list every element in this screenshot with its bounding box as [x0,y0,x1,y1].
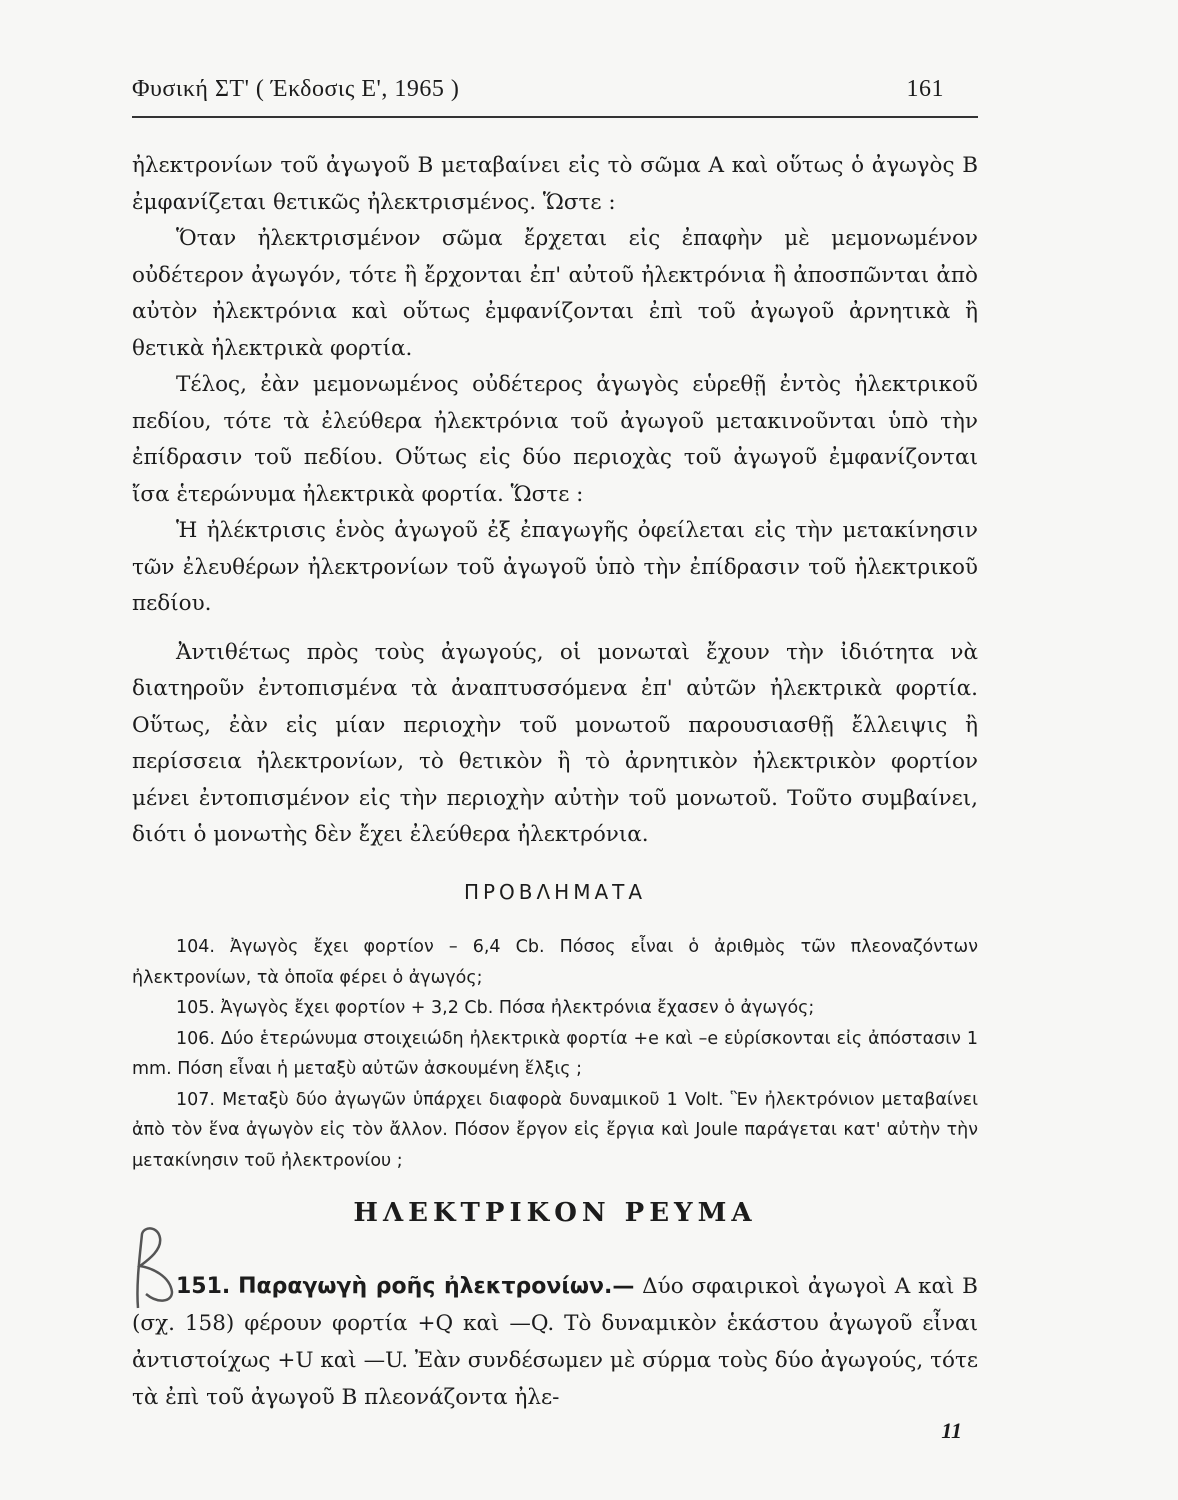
section-number: 151. [176,1274,231,1299]
section-151 [132,1268,978,1416]
chapter-title: ΗΛΕΚΤΡΙΚΟΝ ΡΕΥΜΑ [353,1198,757,1228]
paragraph: Ὅταν ἠλεκτρισμένον σῶμα ἔρχεται εἰς ἐπαφὴν μὲ μεμονωμένον οὐδέτερον ἀγωγόν, τότε ἢ ἔρχονται ἐπ' αὐτοῦ ἠλεκτρόνια ἢ ἀποσπῶνται ἀπὸ αὐτὸν ἠλεκτρόνια καὶ οὕτως ἐμφανίζονται ἐπὶ τοῦ ἀγωγοῦ ἀρνητικὰ ἢ θετικὰ ἠλεκτρικὰ φορτία. [132,226,978,361]
running-title: Φυσική ΣΤ' ( Έκδοσις Ε', 1965 ) [132,76,460,102]
running-header [132,74,978,110]
problems-list [132,932,978,1176]
problems-heading: ΠΡΟΒΛΗΜΑΤΑ [463,880,647,904]
section-title: Παραγωγὴ ροῆς ἠλεκτρονίων.— [238,1274,635,1299]
paragraph: ἠλεκτρονίων τοῦ ἀγωγοῦ Β μεταβαίνει εἰς τὸ σῶμα Α καὶ οὕτως ὁ ἀγωγὸς Β ἐμφανίζεται θετικῶς ἠλεκτρισμένος. Ὥστε : [132,153,978,215]
paragraph: Τέλος, ἐὰν μεμονωμένος οὐδέτερος ἀγωγὸς εὑρεθῇ ἐντὸς ἠλεκτρικοῦ πεδίου, τότε τὰ ἐλεύθερα ἠλεκτρόνια τοῦ ἀγωγοῦ μετακινοῦνται ὑπὸ τὴν ἐπίδρασιν τοῦ πεδίου. Οὕτως εἰς δύο περιοχὰς τοῦ ἀγωγοῦ ἐμφανίζονται ἴσα ἑτερώνυμα ἠλεκτρικὰ φορτία. Ὥστε : [132,372,978,507]
page-number: 161 [906,76,944,102]
body-text [132,148,978,854]
problem-item: 105. Ἀγωγὸς ἔχει φορτίον + 3,2 Cb. Πόσα ἠλεκτρόνια ἔχασεν ὁ ἀγωγός; [176,998,815,1018]
problem-item: 104. Ἀγωγὸς ἔχει φορτίον – 6,4 Cb. Πόσος εἶναι ὁ ἀριθμὸς τῶν πλεοναζόντων ἠλεκτρονίων, τὰ ὁποῖα φέρει ὁ ἀγωγός; [132,937,978,988]
problem-item: 106. Δύο ἑτερώνυμα στοιχειώδη ἠλεκτρικὰ φορτία +e καὶ –e εὑρίσκονται εἰς ἀπόστασιν 1 mm. Πόση εἶναι ἡ μεταξὺ αὐτῶν ἀσκουμένη ἕλξις ; [132,1028,978,1079]
header-rule [132,116,978,118]
signature-number: 11 [941,1418,962,1443]
paragraph: Ἀντιθέτως πρὸς τοὺς ἀγωγούς, οἱ μονωταὶ ἔχουν τὴν ἰδιότητα νὰ διατηροῦν ἐντοπισμένα τὰ ἀναπτυσσόμενα ἐπ' αὐτῶν ἠλεκτρικὰ φορτία. Οὕτως, ἐὰν εἰς μίαν περιοχὴν τοῦ μονωτοῦ παρουσιασθῇ ἔλλειψις ἢ περίσσεια ἠλεκτρονίων, τὸ θετικὸν ἢ τὸ ἀρνητικὸν ἠλεκτρικὸν φορτίον μένει ἐντοπισμένον εἰς τὴν περιοχὴν αὐτὴν τοῦ μονωτοῦ. Τοῦτο συμβαίνει, διότι ὁ μονωτὴς δὲν ἔχει ἐλεύθερα ἠλεκτρόνια. [132,639,978,847]
problem-item: 107. Μεταξὺ δύο ἀγωγῶν ὑπάρχει διαφορὰ δυναμικοῦ 1 Volt. Ἓν ἠλεκτρόνιον μεταβαίνει ἀπὸ τὸν ἕνα ἀγωγὸν εἰς τὸν ἄλλον. Πόσον ἔργον εἰς ἔργια καὶ Joule παράγεται κατ' αὐτὴν τὴν μετακίνησιν τοῦ ἠλεκτρονίου ; [132,1089,978,1171]
section-text: Δύο σφαιρικοὶ ἀγωγοὶ Α καὶ Β (σχ. 158) φέρουν φορτία +Q καὶ —Q. Τὸ δυναμικὸν ἑκάστου ἀγωγοῦ εἶναι ἀντιστοίχως +U καὶ —U. Ἐὰν συνδέσωμεν μὲ σύρμα τοὺς δύο ἀγωγούς, τότε τὰ ἐπὶ τοῦ ἀγωγοῦ Β πλεονάζοντα ἠλε- [132,1274,978,1410]
paragraph: Ἡ ἠλέκτρισις ἑνὸς ἀγωγοῦ ἐξ ἐπαγωγῆς ὀφείλεται εἰς τὴν μετακίνησιν τῶν ἐλευθέρων ἠλεκτρονίων τοῦ ἀγωγοῦ ὑπὸ τὴν ἐπίδρασιν τοῦ ἠλεκτρικοῦ πεδίου. [132,518,978,616]
